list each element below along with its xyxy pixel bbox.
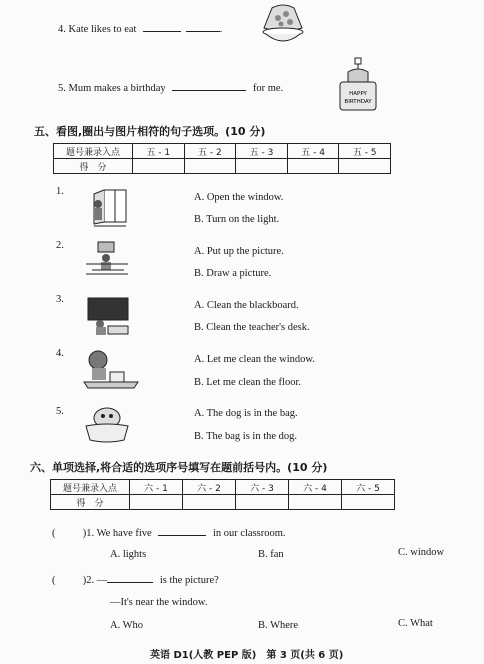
answer-blank[interactable] [172,81,246,91]
option-b[interactable]: B. Draw a picture. [194,268,272,279]
option-a[interactable]: A. Let me clean the window. [194,354,315,365]
question-text: Kate likes to eat [68,24,137,35]
cake-text: HAPPY [349,91,367,97]
option-a[interactable]: A. Put up the picture. [194,246,284,257]
fruit-bowl-picture [258,4,308,48]
item-number: 4. [56,348,64,359]
mc-question-2: ( )2. — is the picture? [52,575,219,586]
answer-blank[interactable] [158,526,206,536]
item-number: 2. [56,240,64,251]
option-c[interactable]: C. window [398,547,445,558]
score-cell[interactable] [339,159,391,174]
option-a[interactable]: A. Who [110,620,144,631]
answer-blank[interactable] [107,573,153,583]
score-cell[interactable] [236,159,288,174]
clean-floor-picture [80,348,142,390]
score-cell[interactable] [183,495,236,510]
option-b[interactable]: B. Let me clean the floor. [194,377,302,388]
clean-blackboard-picture [84,294,132,338]
score-cell[interactable] [342,495,395,510]
option-b[interactable]: B. Where [258,620,299,631]
score-cell[interactable] [236,495,289,510]
option-b[interactable]: B. fan [258,549,284,560]
item-number: 5. [56,406,64,417]
dog-in-bag-picture [80,402,134,444]
score-cell[interactable] [184,159,236,174]
option-b[interactable]: B. Turn on the light. [194,214,280,225]
option-a[interactable]: A. The dog is in the bag. [194,408,298,419]
open-window-picture [84,186,130,230]
dialogue-reply: —It's near the window. [110,597,208,608]
score-table-6: 题号兼录入点 六 - 1 六 - 2 六 - 3 六 - 4 六 - 5 得 分 [50,479,395,510]
option-a[interactable]: A. lights [110,549,147,560]
mc-question-1: ( )1. We have five in our classroom. [52,528,286,539]
answer-blank[interactable] [143,22,181,32]
question-5: 5. Mum makes a birthday for me. [58,83,284,94]
section-6-title: 六、单项选择,将合适的选项序号填写在题前括号内。(10 分) [30,461,328,474]
score-cell[interactable] [287,159,339,174]
option-b[interactable]: B. Clean the teacher's desk. [194,322,310,333]
option-a[interactable]: A. Clean the blackboard. [194,300,299,311]
score-cell[interactable] [133,159,185,174]
item-number: 3. [56,294,64,305]
page-footer: 英语 D1(人教 PEP 版) 第 3 页(共 6 页) [150,650,344,661]
section-5-title: 五、看图,圈出与图片相符的句子选项。(10 分) [34,125,266,138]
score-cell[interactable] [130,495,183,510]
birthday-cake-picture [336,56,382,114]
option-a[interactable]: A. Open the window. [194,192,284,203]
question-4: 4. Kate likes to eat . [58,24,223,35]
question-number: 4. [58,24,66,35]
option-b[interactable]: B. The bag is in the dog. [194,431,298,442]
option-c[interactable]: C. What [398,618,433,629]
score-table-5: 题号兼录入点 五 - 1 五 - 2 五 - 3 五 - 4 五 - 5 得 分 [53,143,391,174]
cake-text: BIRTHDAY [344,99,372,105]
item-number: 1. [56,186,64,197]
answer-blank[interactable] [186,22,220,32]
put-up-picture-picture [84,240,130,280]
score-cell[interactable] [289,495,342,510]
